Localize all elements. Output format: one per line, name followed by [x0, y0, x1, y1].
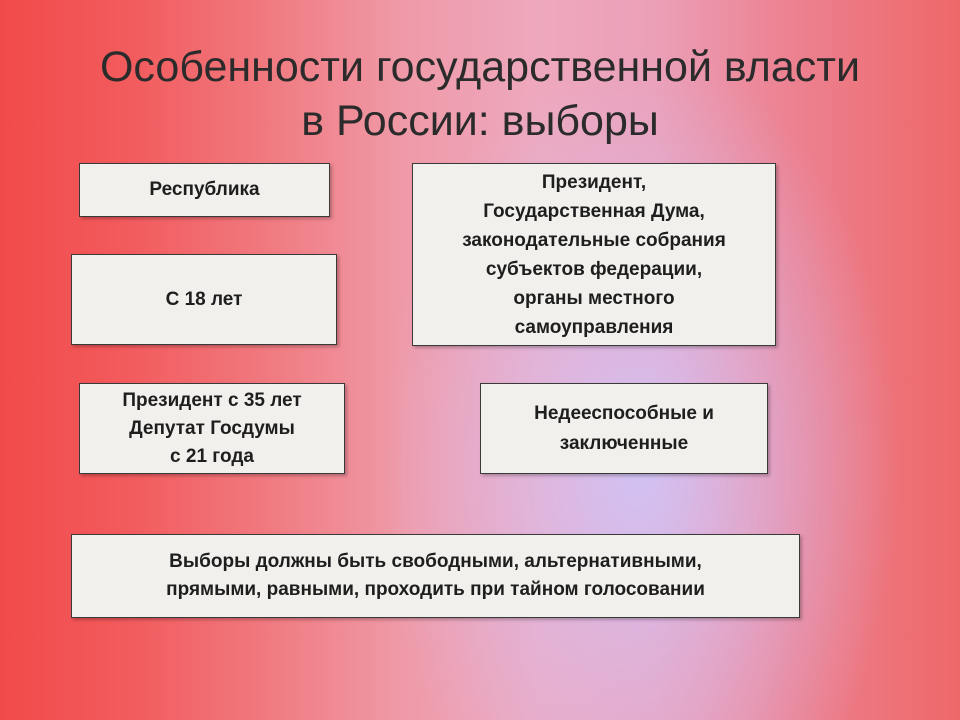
slide-title-line-2: в России: выборы	[301, 97, 659, 145]
slide-title	[30, 40, 930, 148]
box-excluded: Недееспособные и заключенные	[480, 383, 768, 474]
box-voting-age: С 18 лет	[71, 254, 337, 345]
box-elected-bodies: Президент, Государственная Дума, законодательные собрания субъектов федерации, органы местного самоуправления	[412, 163, 776, 346]
box-election-principles: Выборы должны быть свободными, альтернативными, прямыми, равными, проходить при тайном голосовании	[71, 534, 800, 618]
slide-title-line-1: Особенности государственной власти	[99, 43, 861, 91]
box-republic: Республика	[79, 163, 330, 217]
box-candidate-age: Президент с 35 лет Депутат Госдумы с 21 года	[79, 383, 345, 474]
